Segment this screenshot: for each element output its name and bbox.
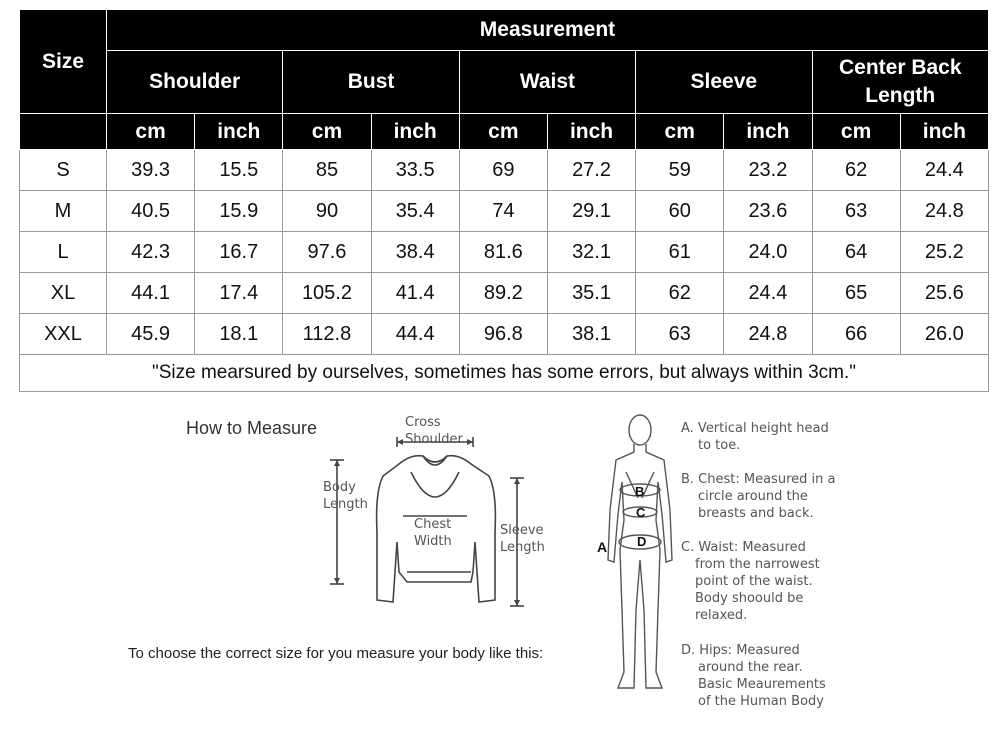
value-cell: 27.2 [547, 150, 635, 191]
value-cell: 16.7 [195, 232, 283, 273]
value-cell: 63 [636, 314, 724, 355]
label-c: C [636, 505, 646, 520]
how-to-measure-title: How to Measure [186, 418, 318, 438]
value-cell: 105.2 [283, 273, 371, 314]
unit-inch: inch [724, 114, 812, 150]
value-cell: 63 [812, 191, 900, 232]
size-header: Size [20, 10, 107, 114]
value-cell: 41.4 [371, 273, 459, 314]
size-cell: XXL [20, 314, 107, 355]
center-back-line2: Length [865, 84, 936, 107]
value-cell: 38.4 [371, 232, 459, 273]
table-row [20, 150, 989, 191]
value-cell: 81.6 [459, 232, 547, 273]
note-d: D. Hips: Measured around the rear. Basic Meaurements of the Human Body [681, 643, 826, 709]
unit-cm: cm [107, 114, 195, 150]
table-row [20, 232, 989, 273]
cross-shoulder-label: Cross Shoulder [405, 415, 463, 447]
body-figure [600, 410, 680, 700]
table-row [20, 314, 989, 355]
unit-cm: cm [812, 114, 900, 150]
value-cell: 23.6 [724, 191, 812, 232]
value-cell: 35.4 [371, 191, 459, 232]
value-cell: 66 [812, 314, 900, 355]
value-cell: 25.2 [900, 232, 988, 273]
value-cell: 38.1 [547, 314, 635, 355]
value-cell: 112.8 [283, 314, 371, 355]
value-cell: 89.2 [459, 273, 547, 314]
waist-header: Waist [459, 51, 635, 114]
value-cell: 15.5 [195, 150, 283, 191]
value-cell: 64 [812, 232, 900, 273]
value-cell: 24.4 [900, 150, 988, 191]
value-cell: 24.4 [724, 273, 812, 314]
label-b: B [635, 484, 645, 499]
unit-cm: cm [283, 114, 371, 150]
value-cell: 74 [459, 191, 547, 232]
value-cell: 65 [812, 273, 900, 314]
label-a: A [597, 539, 608, 555]
size-header-spacer [20, 114, 107, 150]
value-cell: 61 [636, 232, 724, 273]
label-d: D [637, 534, 647, 549]
size-cell: M [20, 191, 107, 232]
sleeve-header: Sleeve [636, 51, 812, 114]
unit-inch: inch [900, 114, 988, 150]
size-chart-table [19, 9, 989, 392]
value-cell: 35.1 [547, 273, 635, 314]
value-cell: 97.6 [283, 232, 371, 273]
value-cell: 62 [812, 150, 900, 191]
instruction-text: To choose the correct size for you measure your body like this: [128, 645, 544, 662]
value-cell: 15.9 [195, 191, 283, 232]
table-row [20, 273, 989, 314]
table-row [20, 191, 989, 232]
value-cell: 18.1 [195, 314, 283, 355]
value-cell: 25.6 [900, 273, 988, 314]
value-cell: 40.5 [107, 191, 195, 232]
unit-inch: inch [371, 114, 459, 150]
bust-header: Bust [283, 51, 459, 114]
center-back-line1: Center Back [838, 56, 962, 79]
center-back-length-header [812, 51, 989, 114]
measurement-header: Measurement [107, 10, 989, 51]
unit-cm: cm [459, 114, 547, 150]
size-cell: S [20, 150, 107, 191]
value-cell: 85 [283, 150, 371, 191]
value-cell: 26.0 [900, 314, 988, 355]
value-cell: 29.1 [547, 191, 635, 232]
value-cell: 69 [459, 150, 547, 191]
value-cell: 42.3 [107, 232, 195, 273]
value-cell: 17.4 [195, 273, 283, 314]
size-cell: L [20, 232, 107, 273]
unit-inch: inch [195, 114, 283, 150]
value-cell: 24.0 [724, 232, 812, 273]
value-cell: 33.5 [371, 150, 459, 191]
unit-inch: inch [547, 114, 635, 150]
value-cell: 44.4 [371, 314, 459, 355]
value-cell: 59 [636, 150, 724, 191]
shoulder-header: Shoulder [107, 51, 283, 114]
note-a: A. Vertical height head to toe. [681, 421, 829, 453]
value-cell: 23.2 [724, 150, 812, 191]
note-b: B. Chest: Measured in a circle around the breasts and back. [681, 472, 836, 521]
value-cell: 45.9 [107, 314, 195, 355]
value-cell: 24.8 [900, 191, 988, 232]
value-cell: 90 [283, 191, 371, 232]
note-c: C. Waist: Measured from the narrowest point of the waist. Body shoould be relaxed. [681, 540, 820, 623]
body-length-label: Body Length [323, 480, 368, 512]
value-cell: 96.8 [459, 314, 547, 355]
value-cell: 44.1 [107, 273, 195, 314]
value-cell: 24.8 [724, 314, 812, 355]
value-cell: 39.3 [107, 150, 195, 191]
size-note: "Size mearsured by ourselves, sometimes has some errors, but always within 3cm." [20, 355, 989, 392]
value-cell: 60 [636, 191, 724, 232]
sleeve-length-label: Sleeve Length [500, 523, 545, 555]
size-cell: XL [20, 273, 107, 314]
unit-cm: cm [636, 114, 724, 150]
chest-width-label: Chest Width [414, 517, 452, 549]
value-cell: 32.1 [547, 232, 635, 273]
value-cell: 62 [636, 273, 724, 314]
